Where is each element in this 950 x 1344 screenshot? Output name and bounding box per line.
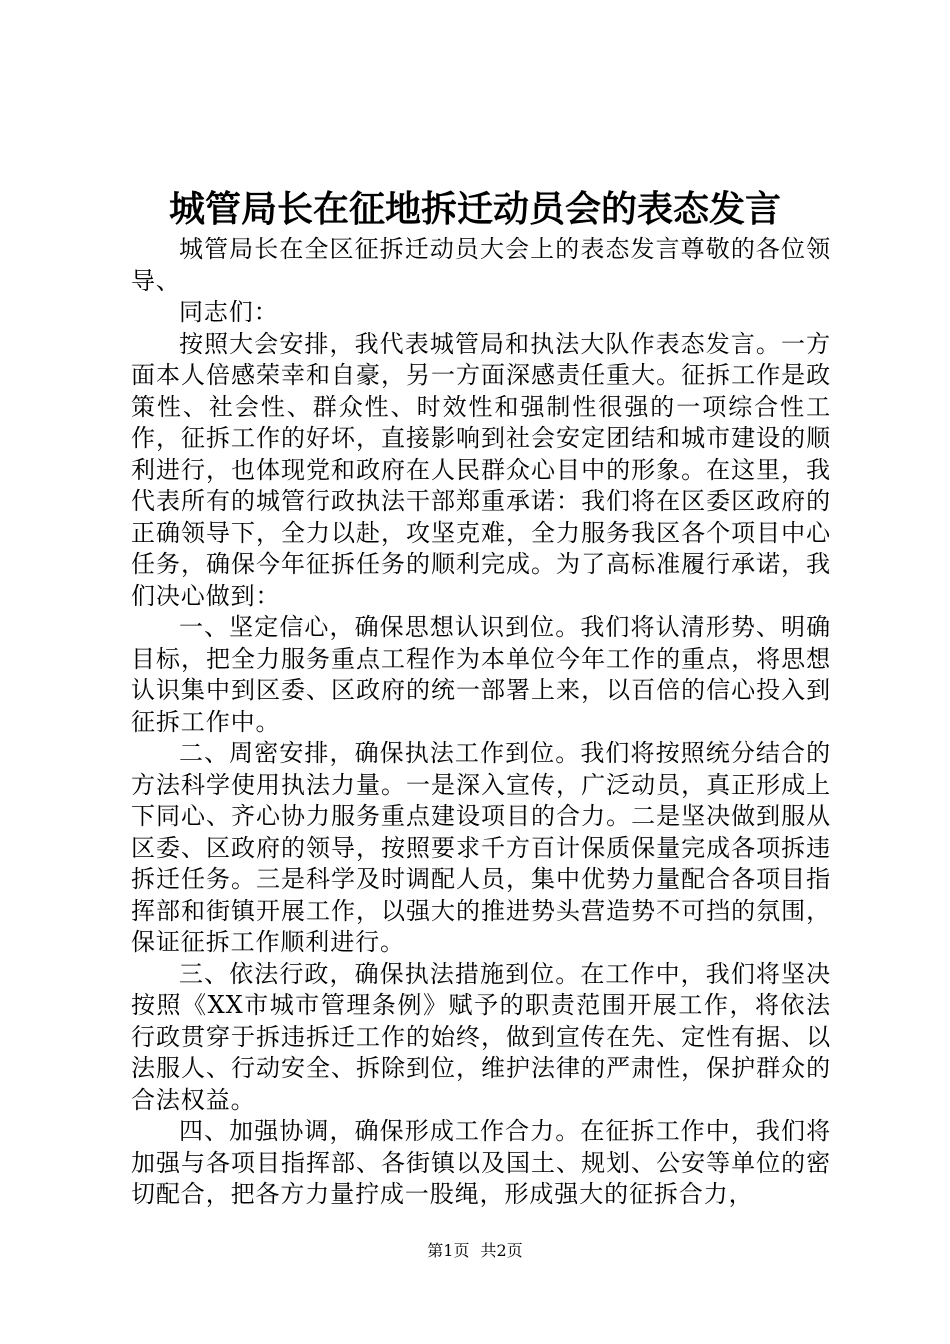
paragraph-opening: 按照大会安排，我代表城管局和执法大队作表态发言。一方面本人倍感荣幸和自豪，另一方面深感责任重大。征拆工作是政策性、社会性、群众性、时效性和强制性很强的一项综合性工作，征拆工作的好坏，直接影响到社会安定团结和城市建设的顺利进行，也体现党和政府在人民群众心目中的形象。在这里，我代表所有的城管行政执法干部郑重承诺：我们将在区委区政府的正确领导下，全力以赴，攻坚克难，全力服务我区各个项目中心任务，确保今年征拆任务的顺利完成。为了高标准履行承诺，我们决心做到： (131, 329, 831, 610)
paragraph-point-4: 四、加强协调，确保形成工作合力。在征拆工作中，我们将加强与各项目指挥部、各街镇以及国土、规划、公安等单位的密切配合，把各方力量拧成一股绳，形成强大的征拆合力， (131, 1117, 831, 1208)
page-total: 共2页 (480, 1241, 523, 1260)
paragraph-point-3: 三、依法行政，确保执法措施到位。在工作中，我们将坚决按照《XX市城市管理条例》赋予的职责范围开展工作，将依法行政贯穿于拆违拆迁工作的始终，做到宣传在先、定性有据、以法服人、行动安全、拆除到位，维护法律的严肃性，保护群众的合法权益。 (131, 959, 831, 1114)
paragraph-point-2: 二、周密安排，确保执法工作到位。我们将按照统分结合的方法科学使用执法力量。一是深入宣传，广泛动员，真正形成上下同心、齐心协力服务重点建设项目的合力。二是坚决做到服从区委、区政府的领导，按照要求千方百计保质保量完成各项拆违拆迁任务。三是科学及时调配人员，集中优势力量配合各项目指挥部和街镇开展工作，以强大的推进势头营造势不可挡的氛围，保证征拆工作顺利进行。 (131, 739, 831, 956)
page-footer (0, 1240, 950, 1262)
paragraph-point-1: 一、坚定信心，确保思想认识到位。我们将认清形势、明确目标，把全力服务重点工程作为本单位今年工作的重点，将思想认识集中到区委、区政府的统一部署上来，以百倍的信心投入到征拆工作中。 (131, 613, 831, 736)
paragraph-intro: 城管局长在全区征拆迁动员大会上的表态发言尊敬的各位领导、 (131, 235, 831, 295)
document-body (131, 234, 831, 1211)
document-title: 城管局长在征地拆迁动员会的表态发言 (168, 188, 781, 230)
paragraph-salutation: 同志们： (179, 298, 279, 326)
page-number: 第1页 (427, 1241, 470, 1260)
